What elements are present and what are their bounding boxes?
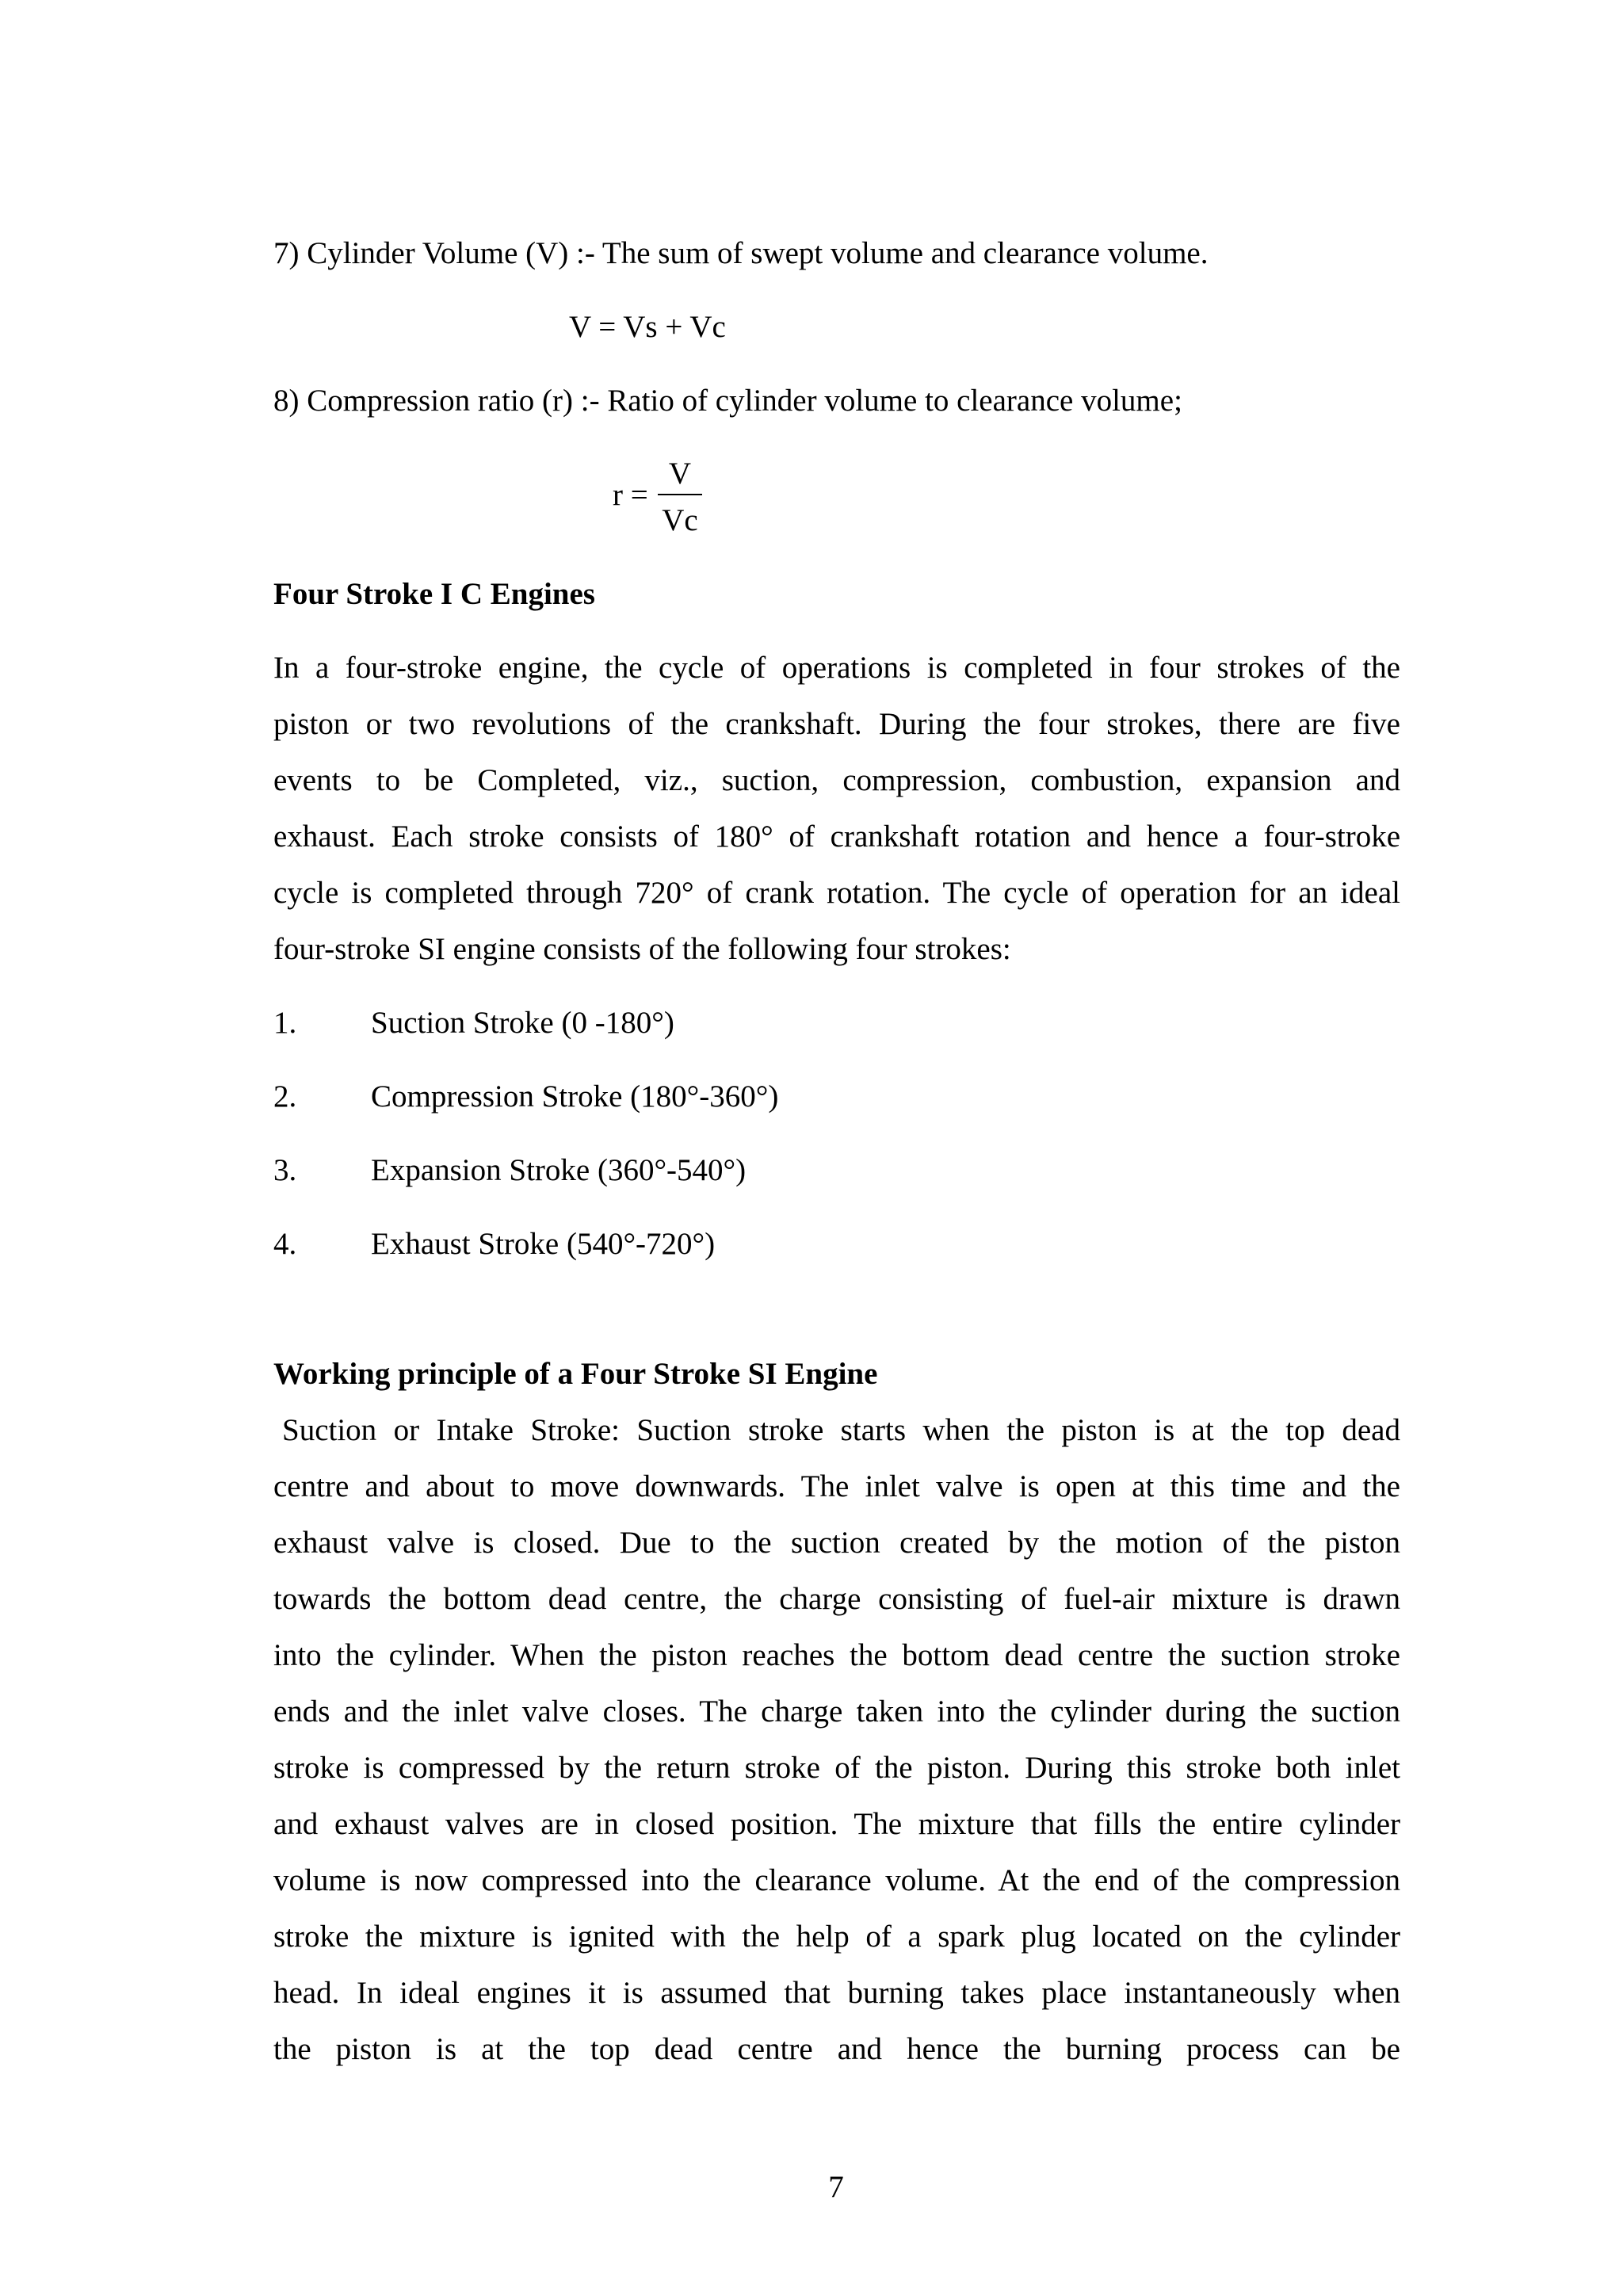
paragraph-line: centre and about to move downwards. The inlet valve is open at this time and the	[273, 1469, 1400, 1503]
fraction-bar	[658, 494, 702, 495]
definition-compression-ratio: 8) Compression ratio (r) :- Ratio of cylinder volume to clearance volume;	[273, 384, 1182, 418]
paragraph-line: head. In ideal engines it is assumed that burning takes place instantaneously when	[273, 1976, 1400, 2010]
paragraph-line: ends and the inlet valve closes. The charge taken into the cylinder during the suction	[273, 1694, 1400, 1729]
list-item-number: 2.	[273, 1079, 297, 1114]
list-item-number: 4.	[273, 1227, 297, 1261]
paragraph-line: exhaust valve is closed. Due to the suction created by the motion of the piston	[273, 1526, 1400, 1560]
list-item-text: Compression Stroke (180°-360°)	[371, 1079, 779, 1114]
paragraph-line: cycle is completed through 720° of crank rotation. The cycle of operation for an ideal	[273, 876, 1400, 910]
equation-lhs: r =	[613, 478, 648, 512]
paragraph-line: stroke is compressed by the return stroke of the piston. During this stroke both inlet	[273, 1751, 1400, 1785]
paragraph-line: stroke the mixture is ignited with the help of a spark plug located on the cylinder	[273, 1920, 1400, 1954]
paragraph-line: towards the bottom dead centre, the charge consisting of fuel-air mixture is drawn	[273, 1582, 1400, 1616]
list-item-text: Suction Stroke (0 -180°)	[371, 1006, 674, 1040]
fraction-numerator: V	[668, 457, 692, 491]
heading-four-stroke: Four Stroke I C Engines	[273, 577, 595, 611]
list-item-text: Exhaust Stroke (540°-720°)	[371, 1227, 716, 1261]
list-item-number: 1.	[273, 1006, 297, 1040]
heading-working-principle: Working principle of a Four Stroke SI Engine	[273, 1357, 878, 1391]
list-item-number: 3.	[273, 1153, 297, 1187]
list-item-text: Expansion Stroke (360°-540°)	[371, 1153, 747, 1187]
paragraph-line: into the cylinder. When the piston reaches the bottom dead centre the suction stroke	[273, 1638, 1400, 1672]
fraction-denominator: Vc	[662, 503, 698, 537]
paragraph-line: and exhaust valves are in closed position. The mixture that fills the entire cylinder	[273, 1807, 1400, 1841]
page-number: 7	[828, 2170, 844, 2204]
paragraph-line: exhaust. Each stroke consists of 180° of crankshaft rotation and hence a four-stroke	[273, 819, 1400, 854]
paragraph-line: the piston is at the top dead centre and hence the burning process can be	[273, 2032, 1400, 2066]
paragraph-line: events to be Completed, viz., suction, compression, combustion, expansion and	[273, 763, 1400, 797]
equation-cylinder-volume: V = Vs + Vc	[569, 310, 726, 344]
paragraph-line: volume is now compressed into the clearance volume. At the end of the compression	[273, 1863, 1400, 1897]
paragraph-line: piston or two revolutions of the crankshaft. During the four strokes, there are five	[273, 707, 1400, 741]
paragraph-line: In a four-stroke engine, the cycle of operations is completed in four strokes of the	[273, 651, 1400, 685]
paragraph-line: four-stroke SI engine consists of the following four strokes:	[273, 932, 1011, 966]
paragraph-line: Suction or Intake Stroke: Suction stroke starts when the piston is at the top dead	[282, 1413, 1400, 1447]
definition-cylinder-volume: 7) Cylinder Volume (V) :- The sum of swept volume and clearance volume.	[273, 236, 1209, 270]
